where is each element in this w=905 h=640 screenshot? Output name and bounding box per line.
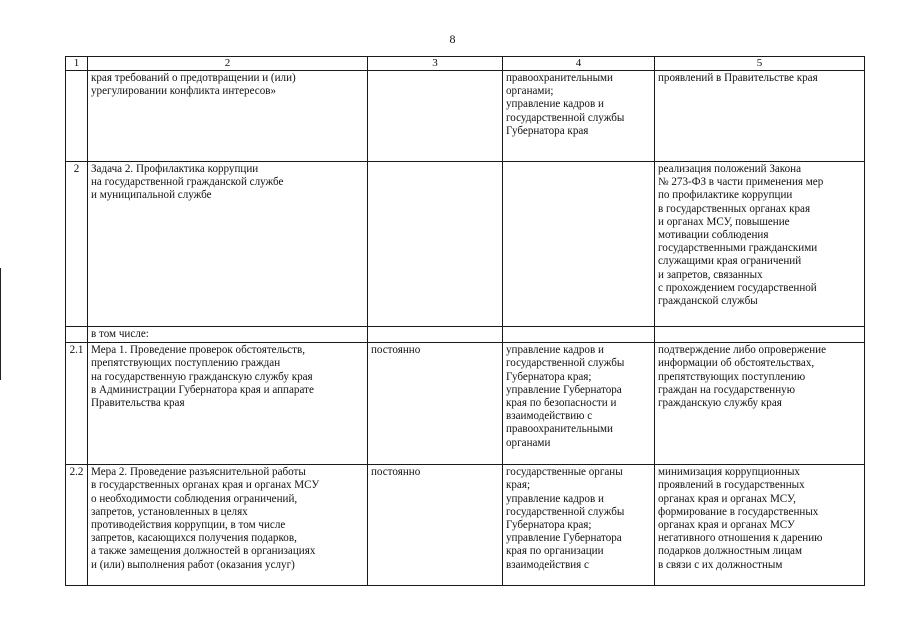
executor-cell <box>503 327 655 343</box>
table-row <box>66 71 865 162</box>
term-cell <box>368 71 503 162</box>
column-header-5: 5 <box>655 57 865 71</box>
term-cell <box>368 327 503 343</box>
column-header-3: 3 <box>368 57 503 71</box>
measure-text: Мера 1. Проведение проверок обстоятельств, препятствующих поступлению граждан на государственную гражданскую службу края в Администрации Губернатора края и аппарате Правительства края <box>88 343 368 465</box>
page-number: 8 <box>449 32 456 46</box>
term-cell: постоянно <box>368 343 503 465</box>
table-row <box>66 465 865 586</box>
column-header-1: 1 <box>66 57 88 71</box>
column-number-row <box>66 57 865 71</box>
table-row <box>66 162 865 327</box>
measure-text: края требований о предотвращении и (или) урегулировании конфликта интересов» <box>88 71 368 162</box>
result-cell: реализация положений Закона № 273-ФЗ в части применения мер по профилактике коррупции в государственных органах края и органах МСУ, повышение мотивации соблюдения государственными гражданскими служащими края ограничений и запретов, связанных с прохождением государственной гражданской службы <box>655 162 865 327</box>
result-cell: проявлений в Правительстве края <box>655 71 865 162</box>
result-cell: подтверждение либо опровержение информации об обстоятельствах, препятствующих поступлению граждан на государственную гражданскую службу края <box>655 343 865 465</box>
row-number: 2.1 <box>66 343 88 465</box>
column-header-2: 2 <box>88 57 368 71</box>
column-header-4: 4 <box>503 57 655 71</box>
measures-table <box>65 56 865 586</box>
measure-text: Мера 2. Проведение разъяснительной работы в государственных органах края и органах МСУ о необходимости соблюдения ограничений, запретов, установленных в целях противодействия коррупции, в том числе запретов, касающихся получения подарков, а также замещения должностей в организациях и (или) выполнения работ (оказания услуг) <box>88 465 368 586</box>
measure-text: в том числе: <box>88 327 368 343</box>
scan-edge-mark <box>0 268 1 380</box>
result-cell <box>655 327 865 343</box>
row-number: 2.2 <box>66 465 88 586</box>
table-row <box>66 343 865 465</box>
term-cell: постоянно <box>368 465 503 586</box>
row-number: 2 <box>66 162 88 327</box>
result-cell: минимизация коррупционных проявлений в государственных органах края и органах МСУ, формирование в государственных органах края и органах МСУ негативного отношения к дарению подарков должностным лицам в связи с их должностным <box>655 465 865 586</box>
executor-cell <box>503 162 655 327</box>
measure-text: Задача 2. Профилактика коррупции на государственной гражданской службе и муниципальной службе <box>88 162 368 327</box>
table-row <box>66 327 865 343</box>
executor-cell: государственные органы края; управление кадров и государственной службы Губернатора края; управление Губернатора края по организации взаимодействия с <box>503 465 655 586</box>
executor-cell: управление кадров и государственной службы Губернатора края; управление Губернатора края по безопасности и взаимодействию с правоохранительными органами <box>503 343 655 465</box>
term-cell <box>368 162 503 327</box>
row-number <box>66 327 88 343</box>
row-number <box>66 71 88 162</box>
executor-cell: правоохранительными органами; управление кадров и государственной службы Губернатора края <box>503 71 655 162</box>
